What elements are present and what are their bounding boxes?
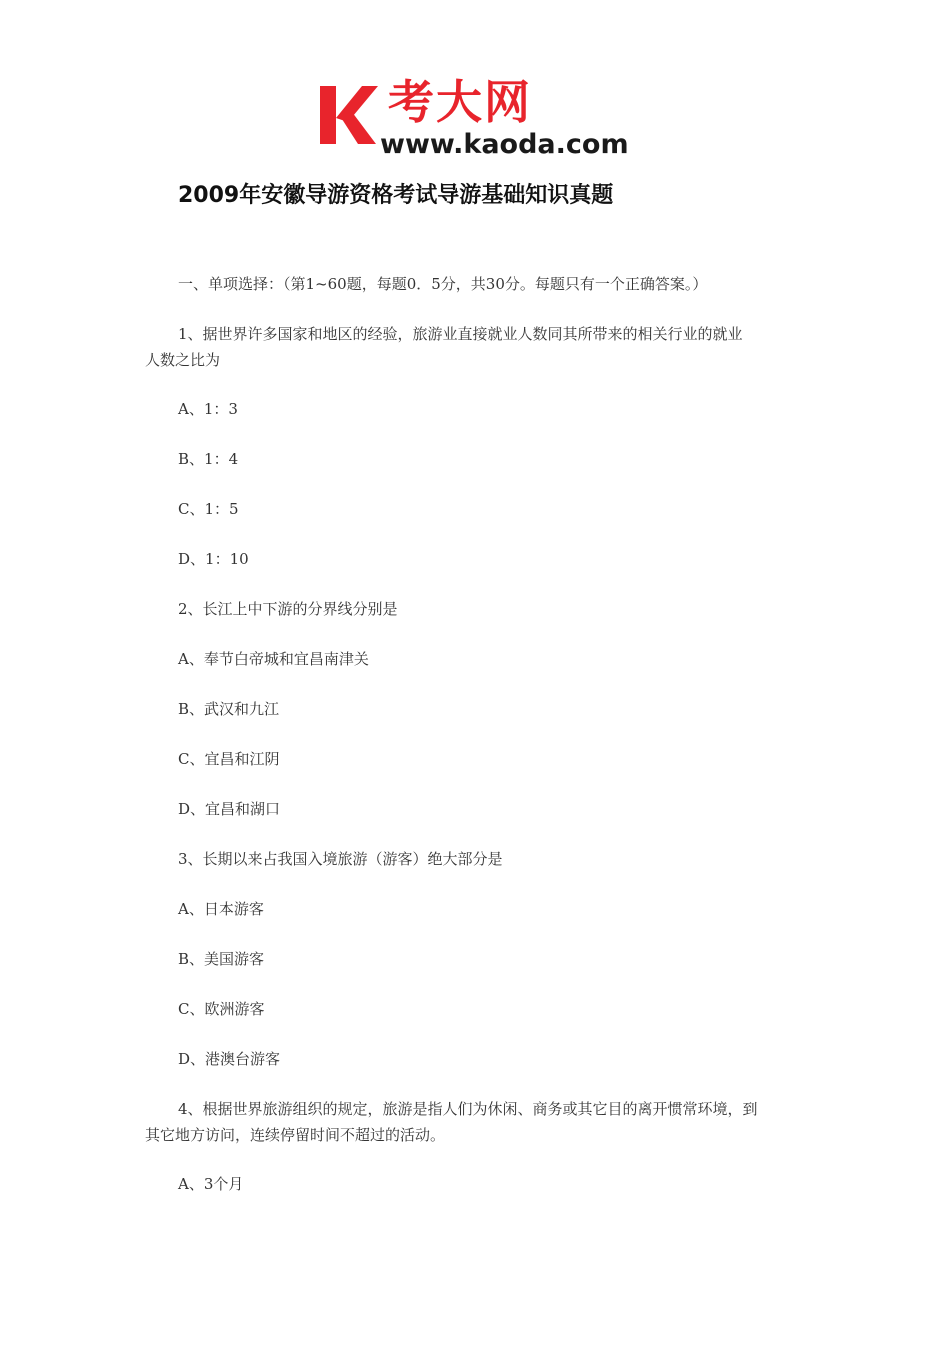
- logo-url-text: www.kaoda.com: [380, 129, 629, 160]
- question-1-option-c: C、1：5: [178, 500, 239, 518]
- section-heading: 一、单项选择：（第1~60题，每题0．5分，共30分。每题只有一个正确答案。）: [178, 275, 708, 293]
- document-title: 2009年安徽导游资格考试导游基础知识真题: [178, 183, 614, 208]
- question-1-line-1: 1、据世界许多国家和地区的经验，旅游业直接就业人数同其所带来的相关行业的就业: [178, 325, 743, 343]
- question-2: 2、长江上中下游的分界线分别是: [178, 600, 398, 618]
- logo-chinese-text: 考大网: [388, 75, 532, 129]
- question-2-option-a: A、奉节白帝城和宜昌南津关: [178, 650, 369, 668]
- question-3-option-b: B、美国游客: [178, 950, 265, 968]
- question-4-line-2: 其它地方访问，连续停留时间不超过的活动。: [145, 1126, 446, 1144]
- question-4-option-a: A、3个月: [178, 1175, 244, 1193]
- question-4-line-1: 4、根据世界旅游组织的规定，旅游是指人们为休闲、商务或其它目的离开惯常环境，到: [178, 1100, 758, 1118]
- question-1-option-d: D、1：10: [178, 550, 249, 568]
- logo-k-icon: [318, 82, 380, 148]
- kaoda-logo: [318, 75, 640, 162]
- question-3-option-d: D、港澳台游客: [178, 1050, 281, 1068]
- question-2-option-d: D、宜昌和湖口: [178, 800, 281, 818]
- question-1-option-a: A、1：3: [178, 400, 238, 418]
- question-1-line-2: 人数之比为: [145, 351, 221, 369]
- question-2-option-b: B、武汉和九江: [178, 700, 280, 718]
- question-2-option-c: C、宜昌和江阴: [178, 750, 280, 768]
- question-3: 3、长期以来占我国入境旅游（游客）绝大部分是: [178, 850, 503, 868]
- question-1-option-b: B、1：4: [178, 450, 239, 468]
- question-3-option-c: C、欧洲游客: [178, 1000, 265, 1018]
- question-3-option-a: A、日本游客: [178, 900, 264, 918]
